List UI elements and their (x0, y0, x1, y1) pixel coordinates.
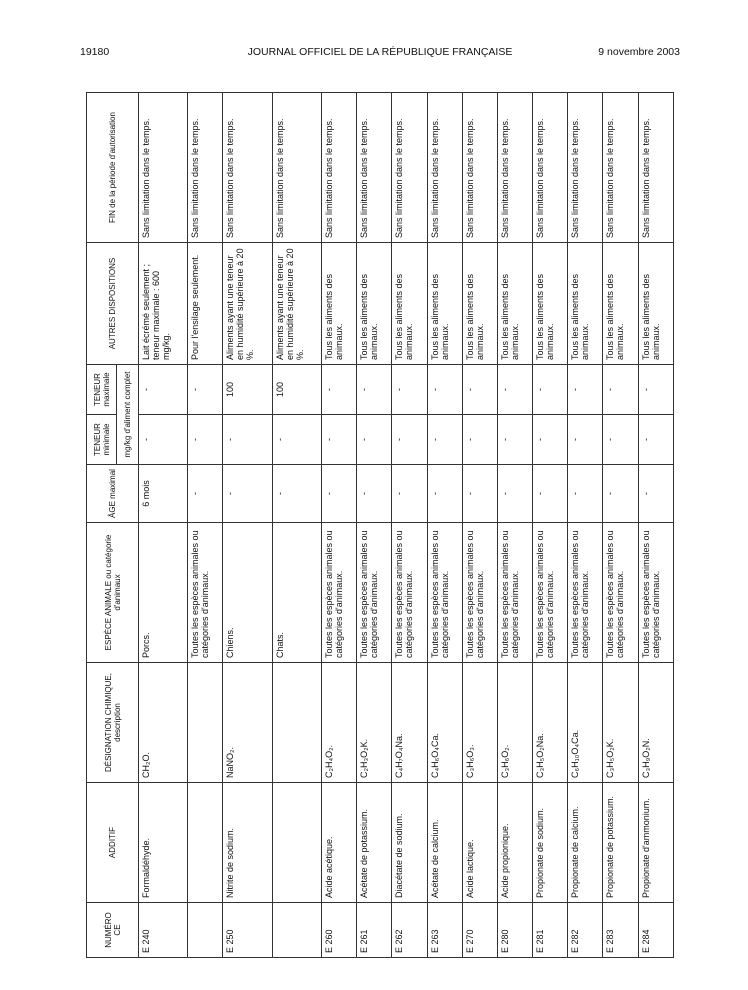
teneur-max-cell: - (139, 365, 188, 415)
table-row (533, 93, 568, 958)
autres-cell: Tous les aliments des animaux. (321, 243, 356, 365)
page-header (80, 46, 680, 62)
teneur-max-cell: - (533, 365, 568, 415)
table-row (357, 93, 392, 958)
espece-cell: Toutes les espèces animales ou catégories d'animaux. (427, 523, 462, 663)
table-row (638, 93, 673, 958)
fin-cell: Sans limitation dans le temps. (223, 93, 272, 243)
numero-cell: E 282 (568, 903, 603, 958)
additif-cell: Nitrite de sodium. (223, 783, 272, 903)
numero-cell: E 240 (139, 903, 188, 958)
formula-cell (272, 663, 321, 783)
fin-cell: Sans limitation dans le temps. (603, 93, 638, 243)
teneur-max-cell: - (603, 365, 638, 415)
espece-cell: Porcs. (139, 523, 188, 663)
additif-cell: Acétate de potassium. (357, 783, 392, 903)
teneur-min-cell: - (357, 415, 392, 465)
numero-cell: E 270 (462, 903, 497, 958)
fin-cell: Sans limitation dans le temps. (497, 93, 532, 243)
teneur-max-cell: - (638, 365, 673, 415)
autres-cell: Lait écrémé seulement ; teneur maximale : 600 mg/kg. (139, 243, 188, 365)
autres-cell: Tous les aliments des animaux. (638, 243, 673, 365)
espece-cell: Toutes les espèces animales ou catégories d'animaux. (638, 523, 673, 663)
journal-title: JOURNAL OFFICIEL DE LA RÉPUBLIQUE FRANÇAISE (247, 46, 513, 58)
fin-cell: Sans limitation dans le temps. (462, 93, 497, 243)
table-row (568, 93, 603, 958)
teneur-min-cell: - (462, 415, 497, 465)
fin-cell: Sans limitation dans le temps. (321, 93, 356, 243)
formula-cell: NaNO₂. (223, 663, 272, 783)
publication-date: 9 novembre 2003 (598, 46, 680, 58)
numero-cell: E 260 (321, 903, 356, 958)
col-header-espece: ESPÈCE ANIMALE ou catégorie d'animaux (87, 523, 139, 663)
col-header-numero: NUMÉRO CE (87, 903, 139, 958)
numero-cell: E 263 (427, 903, 462, 958)
formula-cell: C₃H₅O₂K. (603, 663, 638, 783)
age-cell: - (188, 465, 223, 523)
additif-cell: Acide acétique. (321, 783, 356, 903)
teneur-min-cell: - (638, 415, 673, 465)
table-row (139, 93, 188, 958)
autres-cell: Pour l'ensilage seulement. (188, 243, 223, 365)
formula-cell: C₃H₆O₂. (497, 663, 532, 783)
autres-cell: Aliments ayant une teneur en humidité supérieure à 20 %. (272, 243, 321, 365)
numero-cell: E 262 (392, 903, 427, 958)
table-row (603, 93, 638, 958)
formula-cell (188, 663, 223, 783)
autres-cell: Tous les aliments des animaux. (427, 243, 462, 365)
autres-cell: Tous les aliments des animaux. (357, 243, 392, 365)
formula-cell: C₃H₉O₂N. (638, 663, 673, 783)
fin-cell: Sans limitation dans le temps. (139, 93, 188, 243)
age-cell: - (392, 465, 427, 523)
additif-cell: Diacétate de sodium. (392, 783, 427, 903)
fin-cell: Sans limitation dans le temps. (392, 93, 427, 243)
table-body (139, 93, 674, 958)
additif-cell: Acide propionique. (497, 783, 532, 903)
espece-cell: Toutes les espèces animales ou catégories d'animaux. (357, 523, 392, 663)
age-cell: - (272, 465, 321, 523)
espece-cell: Toutes les espèces animales ou catégories d'animaux. (533, 523, 568, 663)
numero-cell (272, 903, 321, 958)
additif-cell: Formaldéhyde. (139, 783, 188, 903)
fin-cell: Sans limitation dans le temps. (638, 93, 673, 243)
numero-cell: E 250 (223, 903, 272, 958)
formula-cell: C₃H₆O₃. (462, 663, 497, 783)
fin-cell: Sans limitation dans le temps. (357, 93, 392, 243)
age-cell: - (357, 465, 392, 523)
age-cell: - (223, 465, 272, 523)
autres-cell: Tous les aliments des animaux. (392, 243, 427, 365)
table-row (392, 93, 427, 958)
teneur-max-cell: 100 (272, 365, 321, 415)
fin-cell: Sans limitation dans le temps. (427, 93, 462, 243)
teneur-max-cell: - (568, 365, 603, 415)
col-header-additif: ADDITIF (87, 783, 139, 903)
espece-cell: Toutes les espèces animales ou catégories d'animaux. (603, 523, 638, 663)
col-header-teneur-min: TENEUR minimale (87, 415, 117, 465)
teneur-max-cell: - (357, 365, 392, 415)
espece-cell: Toutes les espèces animales ou catégories d'animaux. (321, 523, 356, 663)
fin-cell: Sans limitation dans le temps. (533, 93, 568, 243)
additif-cell: Acide lactique. (462, 783, 497, 903)
table-row (497, 93, 532, 958)
col-header-teneur-max: TENEUR maximale (87, 365, 117, 415)
teneur-max-cell: 100 (223, 365, 272, 415)
teneur-min-cell: - (321, 415, 356, 465)
espece-cell: Chiens. (223, 523, 272, 663)
fin-cell: Sans limitation dans le temps. (188, 93, 223, 243)
autres-cell: Tous les aliments des animaux. (603, 243, 638, 365)
teneur-max-cell: - (321, 365, 356, 415)
numero-cell: E 261 (357, 903, 392, 958)
teneur-min-cell: - (223, 415, 272, 465)
autres-cell: Tous les aliments des animaux. (497, 243, 532, 365)
additif-cell (272, 783, 321, 903)
numero-cell: E 284 (638, 903, 673, 958)
teneur-min-cell: - (603, 415, 638, 465)
page-number: 19180 (80, 46, 110, 58)
teneur-min-cell: - (272, 415, 321, 465)
age-cell: 6 mois (139, 465, 188, 523)
teneur-max-cell: - (427, 365, 462, 415)
age-cell: - (321, 465, 356, 523)
espece-cell: Toutes les espèces animales ou catégories d'animaux. (392, 523, 427, 663)
additif-cell (188, 783, 223, 903)
teneur-min-cell: - (497, 415, 532, 465)
teneur-min-cell: - (533, 415, 568, 465)
age-cell: - (638, 465, 673, 523)
espece-cell: Chats. (272, 523, 321, 663)
espece-cell: Toutes les espèces animales ou catégories d'animaux. (462, 523, 497, 663)
formula-cell: CH₂O. (139, 663, 188, 783)
formula-cell: C₃H₅O₂Na. (533, 663, 568, 783)
additif-cell: Propionate de sodium. (533, 783, 568, 903)
teneur-min-cell: - (568, 415, 603, 465)
table-row (462, 93, 497, 958)
teneur-max-cell: - (188, 365, 223, 415)
col-header-age: ÂGE maximal (87, 465, 139, 523)
col-header-fin: FIN de la période d'autorisation (87, 93, 139, 243)
age-cell: - (427, 465, 462, 523)
additif-cell: Propionate de potassium. (603, 783, 638, 903)
espece-cell: Toutes les espèces animales ou catégories d'animaux. (568, 523, 603, 663)
autres-cell: Tous les aliments des animaux. (533, 243, 568, 365)
formula-cell: C₄H₇O₄Na. (392, 663, 427, 783)
teneur-min-cell: - (139, 415, 188, 465)
teneur-max-cell: - (392, 365, 427, 415)
age-cell: - (497, 465, 532, 523)
table-row (223, 93, 272, 958)
rotated-table-wrapper (86, 93, 674, 958)
teneur-min-cell: - (188, 415, 223, 465)
autres-cell: Aliments ayant une teneur en humidité supérieure à 20 %. (223, 243, 272, 365)
table-row (321, 93, 356, 958)
additives-table (86, 92, 674, 958)
fin-cell: Sans limitation dans le temps. (272, 93, 321, 243)
numero-cell (188, 903, 223, 958)
teneur-max-cell: - (497, 365, 532, 415)
teneur-min-cell: - (427, 415, 462, 465)
additif-cell: Propionate d'ammonium. (638, 783, 673, 903)
formula-cell: C₄H₆O₄Ca. (427, 663, 462, 783)
age-cell: - (603, 465, 638, 523)
header-row (87, 93, 117, 958)
age-cell: - (533, 465, 568, 523)
col-header-autres: AUTRES DISPOSITIONS (87, 243, 139, 365)
col-header-designation: DÉSIGNATION CHIMIQUE, description (87, 663, 139, 783)
espece-cell: Toutes les espèces animales ou catégories d'animaux. (188, 523, 223, 663)
numero-cell: E 283 (603, 903, 638, 958)
autres-cell: Tous les aliments des animaux. (462, 243, 497, 365)
formula-cell: C₂H₄O₂. (321, 663, 356, 783)
age-cell: - (568, 465, 603, 523)
autres-cell: Tous les aliments des animaux. (568, 243, 603, 365)
espece-cell: Toutes les espèces animales ou catégories d'animaux. (497, 523, 532, 663)
teneur-min-cell: - (392, 415, 427, 465)
numero-cell: E 280 (497, 903, 532, 958)
teneur-max-cell: - (462, 365, 497, 415)
table-row (427, 93, 462, 958)
age-cell: - (462, 465, 497, 523)
fin-cell: Sans limitation dans le temps. (568, 93, 603, 243)
col-header-teneur-unit: mg/kg d'aliment complet (117, 365, 139, 465)
formula-cell: C₆H₁₀O₄Ca. (568, 663, 603, 783)
additif-cell: Propionate de calcium. (568, 783, 603, 903)
table-row (272, 93, 321, 958)
table-row (188, 93, 223, 958)
additif-cell: Acétate de calcium. (427, 783, 462, 903)
numero-cell: E 281 (533, 903, 568, 958)
formula-cell: C₂H₃O₂K. (357, 663, 392, 783)
